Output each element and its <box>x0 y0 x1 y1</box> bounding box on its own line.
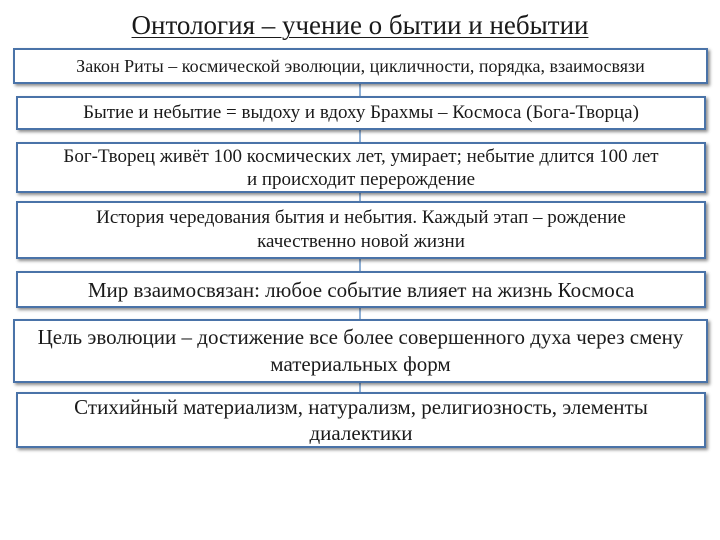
box-text: Бог-Творец живёт 100 космических лет, умирает; небытие длится 100 лет и происходит перерождение <box>63 145 659 190</box>
connector-line <box>359 84 361 96</box>
box-rita-law <box>13 48 708 84</box>
connector-line <box>359 130 361 142</box>
box-text: Бытие и небытие = выдоху и вдоху Брахмы – Космоса (Бога-Творца) <box>83 102 639 123</box>
box-text: Мир взаимосвязан: любое событие влияет на жизнь Космоса <box>87 277 635 302</box>
box-god-creator <box>16 142 706 193</box>
connector-line <box>359 259 361 271</box>
box-text: История чередования бытия и небытия. Каждый этап – рождение качественно новой жизни <box>96 207 626 252</box>
box-history-alternation <box>16 201 706 259</box>
box-text: Цель эволюции – достижение все более совершенного духа через смену материальных форм <box>37 325 684 376</box>
connector-line <box>359 383 361 392</box>
page-title: Онтология – учение о бытии и небытии <box>131 10 589 40</box>
connector-line <box>359 308 361 319</box>
box-evolution-goal <box>13 319 708 383</box>
box-text: Стихийный материализм, натурализм, религиозность, элементы диалектики <box>74 395 648 445</box>
box-materialism <box>16 392 706 448</box>
box-text: Закон Риты – космической эволюции, цикличности, порядка, взаимосвязи <box>76 55 645 76</box>
connector-line <box>359 193 361 201</box>
box-world-interconnected <box>16 271 706 308</box>
box-being-nonbeing <box>16 96 706 130</box>
